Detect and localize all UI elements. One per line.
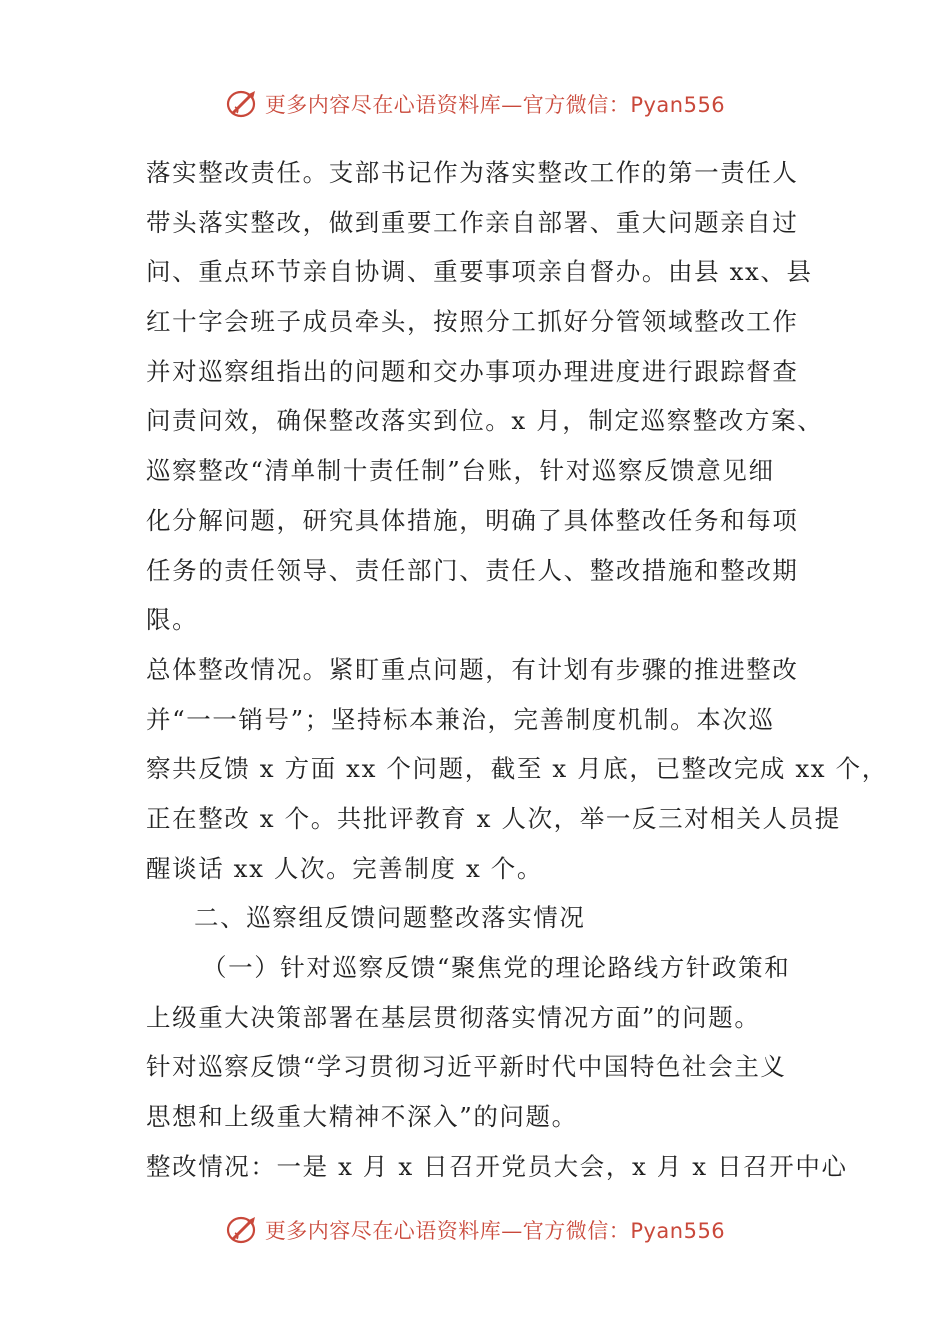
text-line: 思想和上级重大精神不深入”的问题。 — [146, 1102, 578, 1132]
text-line: 醒谈话 xx 人次。完善制度 x 个。 — [146, 853, 544, 883]
text-line: 整改情况：一是 x 月 x 日召开党员大会，x 月 x 日召开中心 — [146, 1151, 848, 1181]
text-line: 针对巡察反馈“学习贯彻习近平新时代中国特色社会主义 — [146, 1052, 787, 1082]
text-line: 问、重点环节亲自协调、重要事项亲自督办。由县 xx、县 — [146, 257, 813, 287]
watermark-text: 更多内容尽在心语资料库—官方微信：Pyan556 — [264, 93, 726, 117]
text-line: 察共反馈 x 方面 xx 个问题，截至 x 月底，已整改完成 xx 个， — [146, 754, 888, 784]
pen-logo-icon — [225, 1213, 261, 1247]
text-line: 上级重大决策部署在基层贯彻落实情况方面”的问题。 — [146, 1002, 761, 1032]
text-line: 化分解问题，研究具体措施，明确了具体整改任务和每项 — [146, 505, 799, 535]
text-line: 并对巡察组指出的问题和交办事项办理进度进行跟踪督查 — [146, 356, 799, 386]
text-line: 带头落实整改，做到重要工作亲自部署、重大问题亲自过 — [146, 207, 799, 237]
pen-logo-icon — [225, 87, 261, 121]
document-body — [146, 148, 888, 1191]
text-line: 问责问效，确保整改落实到位。x 月，制定巡察整改方案、 — [146, 406, 824, 436]
text-line: 红十字会班子成员牵头，按照分工抓好分管领域整改工作 — [146, 307, 799, 337]
text-line: 限。 — [146, 605, 199, 635]
footer-watermark — [0, 1210, 950, 1250]
section-heading: 二、巡察组反馈问题整改落实情况 — [194, 903, 586, 933]
header-watermark — [0, 84, 950, 124]
text-line: 落实整改责任。支部书记作为落实整改工作的第一责任人 — [146, 158, 799, 187]
watermark-text: 更多内容尽在心语资料库—官方微信：Pyan556 — [264, 1219, 726, 1243]
text-line: 任务的责任领导、责任部门、责任人、整改措施和整改期 — [146, 555, 799, 585]
subsection-heading: （一）针对巡察反馈“聚焦党的理论路线方针政策和 — [202, 953, 791, 982]
text-line: 并“一一销号”；坚持标本兼治，完善制度机制。本次巡 — [146, 704, 775, 734]
text-line: 巡察整改“清单制十责任制”台账，针对巡察反馈意见细 — [146, 456, 775, 486]
text-line: 总体整改情况。紧盯重点问题，有计划有步骤的推进整改 — [146, 654, 799, 684]
text-line: 正在整改 x 个。共批评教育 x 人次，举一反三对相关人员提 — [146, 803, 841, 833]
